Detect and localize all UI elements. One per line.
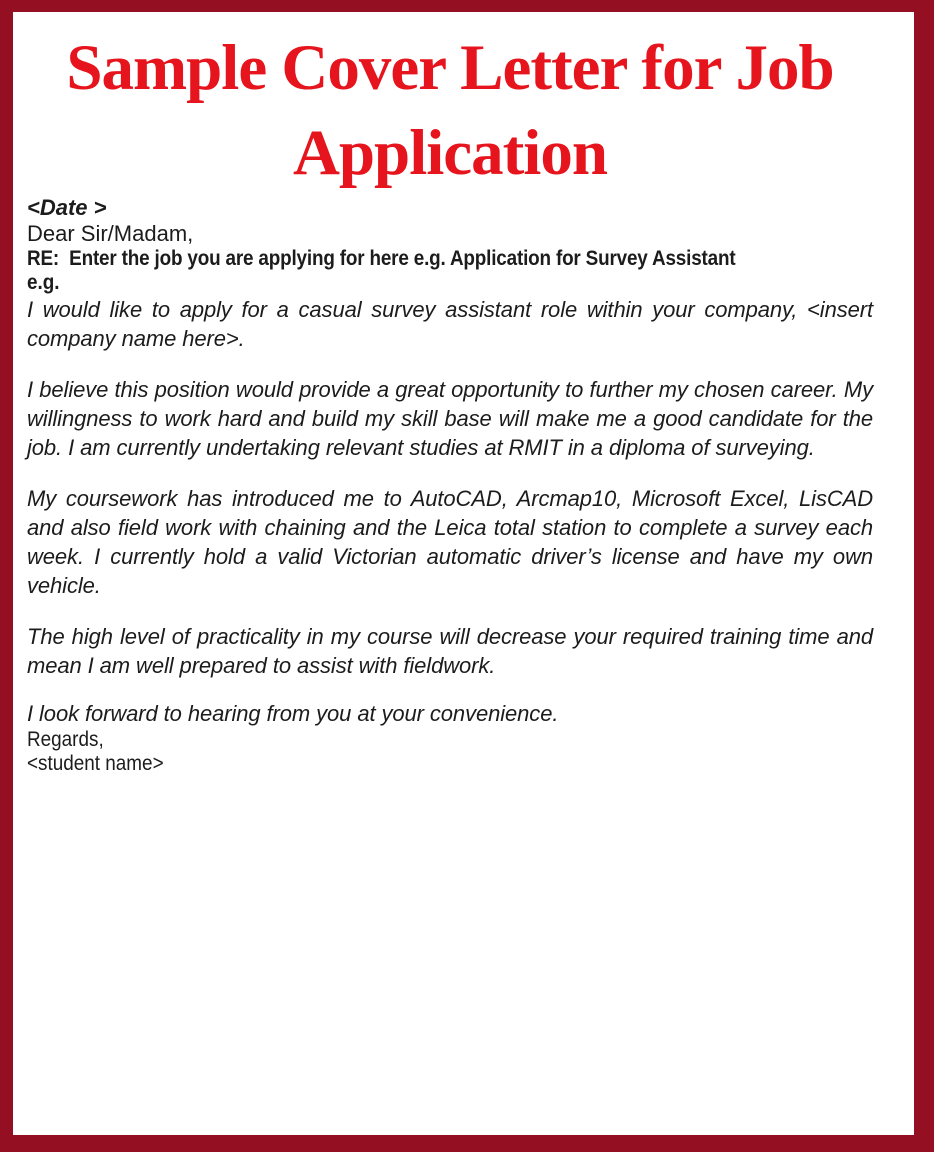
body-paragraph: I would like to apply for a casual survey assistant role within your company, <insert company name here>.	[27, 297, 873, 351]
body-paragraph: I look forward to hearing from you at your convenience.	[27, 701, 559, 726]
date-placeholder: <Date >	[27, 195, 107, 220]
page-title-line2: Application	[292, 116, 608, 189]
closing: Regards,	[27, 728, 104, 751]
signature-placeholder: <student name>	[27, 752, 164, 775]
body-paragraph: I believe this position would provide a great opportunity to further my chosen career. My willingness to work hard and build my skill base will make me a good candidate for the job. I am currently undertaking relevant studies at RMIT in a diploma of surveying.	[27, 377, 873, 460]
body-paragraph: My coursework has introduced me to AutoCAD, Arcmap10, Microsoft Excel, LisCAD and also field work with chaining and the Leica total station to complete a survey each week. I currently hold a valid Victorian automatic driver’s license and have my own vehicle.	[27, 486, 873, 598]
body-paragraph: The high level of practicality in my course will decrease your required training time and mean I am well prepared to assist with fieldwork.	[27, 624, 873, 678]
eg-label: e.g.	[27, 271, 60, 294]
page-title-line1: Sample Cover Letter for Job	[66, 32, 834, 104]
subject-line: RE: Enter the job you are applying for here e.g. Application for Survey Assistant	[27, 247, 736, 270]
salutation: Dear Sir/Madam,	[27, 221, 194, 246]
page-title	[27, 26, 873, 195]
